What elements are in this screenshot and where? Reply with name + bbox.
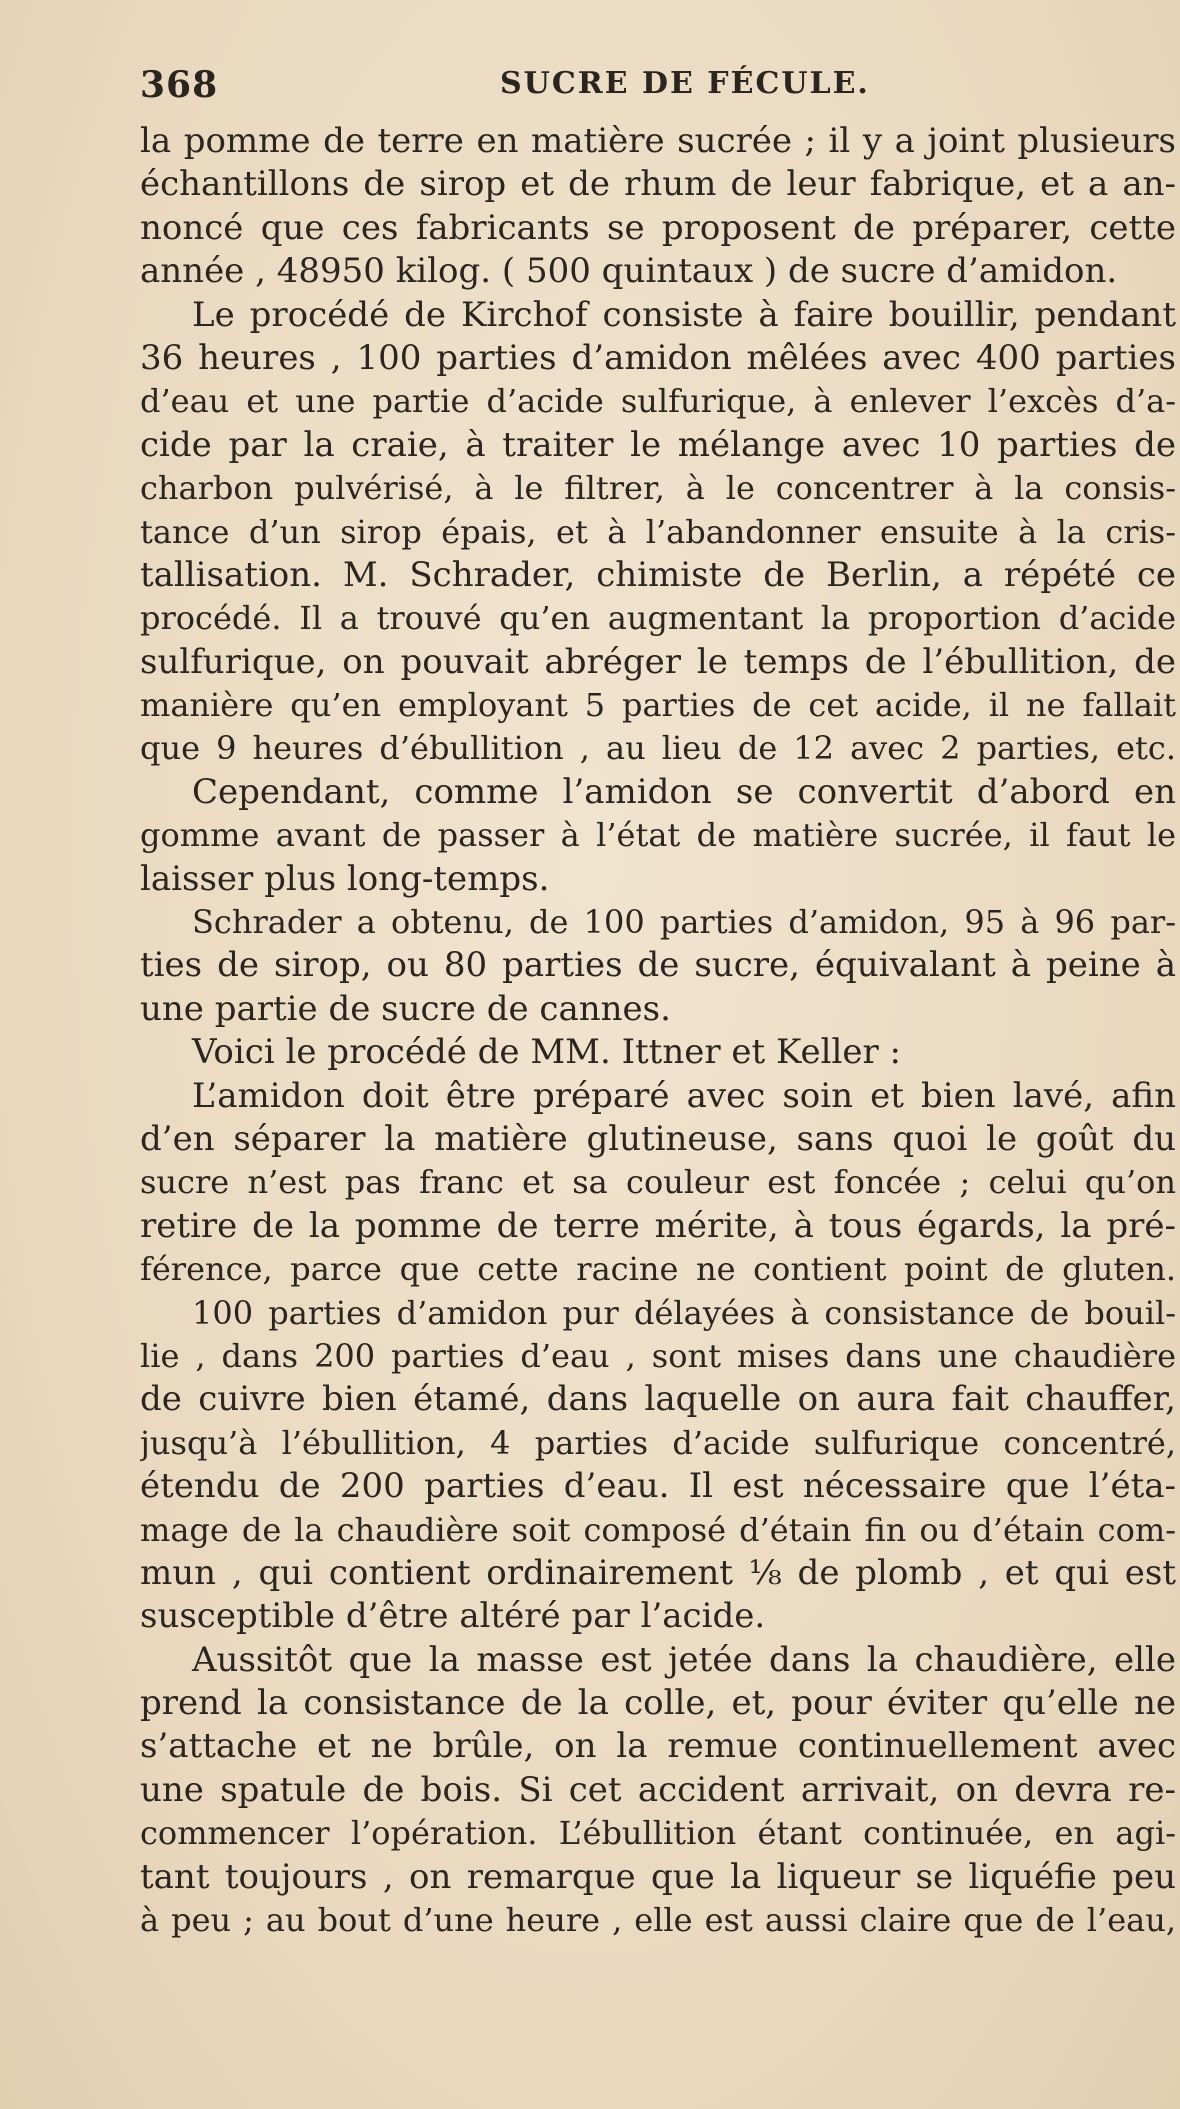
text-line: laisser plus long-temps. bbox=[140, 858, 550, 899]
text-line: Schrader a obtenu, de 100 parties d’amidon, 95 à 96 par- bbox=[192, 903, 1176, 942]
text-line: cide par la craie, à traiter le mélange avec 10 parties de bbox=[140, 424, 1176, 465]
text-line: prend la consistance de la colle, et, pour éviter qu’elle ne bbox=[140, 1683, 1176, 1724]
text-line: mage de la chaudière soit composé d’étain fin ou d’étain com- bbox=[140, 1510, 1176, 1549]
text-line: charbon pulvérisé, à le filtrer, à le concentrer à la consis- bbox=[140, 469, 1176, 508]
text-line: année , 48950 kilog. ( 500 quintaux ) de sucre d’amidon. bbox=[140, 251, 1118, 292]
text-line: 36 heures , 100 parties d’amidon mêlées avec 400 parties bbox=[140, 337, 1176, 378]
text-line: tant toujours , on remarque que la liqueur se liquéfie peu bbox=[140, 1856, 1176, 1897]
text-line: mun , qui contient ordinairement ⅛ de plomb , et qui est bbox=[140, 1552, 1176, 1593]
text-line: férence, parce que cette racine ne contient point de gluten. bbox=[140, 1250, 1176, 1289]
text-line: que 9 heures d’ébullition , au lieu de 12 avec 2 parties, etc. bbox=[140, 729, 1176, 768]
text-line: Aussitôt que la masse est jetée dans la chaudière, elle bbox=[192, 1639, 1176, 1680]
text-line: retire de la pomme de terre mérite, à tous égards, la pré- bbox=[140, 1205, 1176, 1246]
text-line: ties de sirop, ou 80 parties de sucre, équivalant à peine à bbox=[140, 945, 1176, 986]
text-line: Voici le procédé de MM. Ittner et Keller : bbox=[192, 1032, 902, 1073]
text-line: sucre n’est pas franc et sa couleur est foncée ; celui qu’on bbox=[140, 1163, 1176, 1202]
text-line: sulfurique, on pouvait abréger le temps de l’ébullition, de bbox=[140, 641, 1176, 682]
text-line: commencer l’opération. L’ébullition étant continuée, en agi- bbox=[140, 1814, 1176, 1853]
text-line: jusqu’à l’ébullition, 4 parties d’acide sulfurique concentré, bbox=[140, 1423, 1176, 1462]
text-line: manière qu’en employant 5 parties de cet acide, il ne fallait bbox=[140, 686, 1176, 725]
text-line: procédé. Il a trouvé qu’en augmentant la proportion d’acide bbox=[140, 599, 1176, 638]
text-line: Cependant, comme l’amidon se convertit d’abord en bbox=[192, 771, 1176, 812]
text-line: lie , dans 200 parties d’eau , sont mises dans une chaudière bbox=[140, 1336, 1176, 1375]
text-line: susceptible d’être altéré par l’acide. bbox=[140, 1596, 766, 1637]
text-line: Le procédé de Kirchof consiste à faire bouillir, pendant bbox=[192, 294, 1176, 335]
text-line: la pomme de terre en matière sucrée ; il y a joint plusieurs bbox=[140, 121, 1176, 161]
text-line: une spatule de bois. Si cet accident arrivait, on devra re- bbox=[140, 1769, 1176, 1810]
text-line: noncé que ces fabricants se proposent de préparer, cette bbox=[140, 207, 1176, 248]
body-text bbox=[140, 120, 1176, 1942]
text-line: tance d’un sirop épais, et à l’abandonner ensuite à la cris- bbox=[140, 512, 1176, 551]
text-line: gomme avant de passer à l’état de matière sucrée, il faut le bbox=[140, 816, 1176, 855]
text-line: d’eau et une partie d’acide sulfurique, à enlever l’excès d’a- bbox=[140, 382, 1176, 421]
text-line: à peu ; au bout d’une heure , elle est aussi claire que de l’eau, bbox=[140, 1901, 1176, 1940]
text-line: de cuivre bien étamé, dans laquelle on aura fait chauffer, bbox=[140, 1379, 1176, 1420]
text-line: échantillons de sirop et de rhum de leur fabrique, et a an- bbox=[140, 164, 1176, 205]
text-line: 100 parties d’amidon pur délayées à consistance de bouil- bbox=[192, 1293, 1176, 1332]
text-line: s’attache et ne brûle, on la remue continuellement avec bbox=[140, 1726, 1176, 1767]
text-line: étendu de 200 parties d’eau. Il est nécessaire que l’éta- bbox=[140, 1466, 1176, 1507]
page-header bbox=[140, 58, 1176, 120]
text-line: d’en séparer la matière glutineuse, sans quoi le goût du bbox=[140, 1118, 1176, 1159]
text-line: tallisation. M. Schrader, chimiste de Berlin, a répété ce bbox=[140, 554, 1176, 595]
text-line: L’amidon doit être préparé avec soin et bien lavé, afin bbox=[192, 1075, 1176, 1116]
text-line: une partie de sucre de cannes. bbox=[140, 988, 671, 1029]
page-number: 368 bbox=[140, 64, 219, 106]
running-title: SUCRE DE FÉCULE. bbox=[500, 66, 870, 101]
